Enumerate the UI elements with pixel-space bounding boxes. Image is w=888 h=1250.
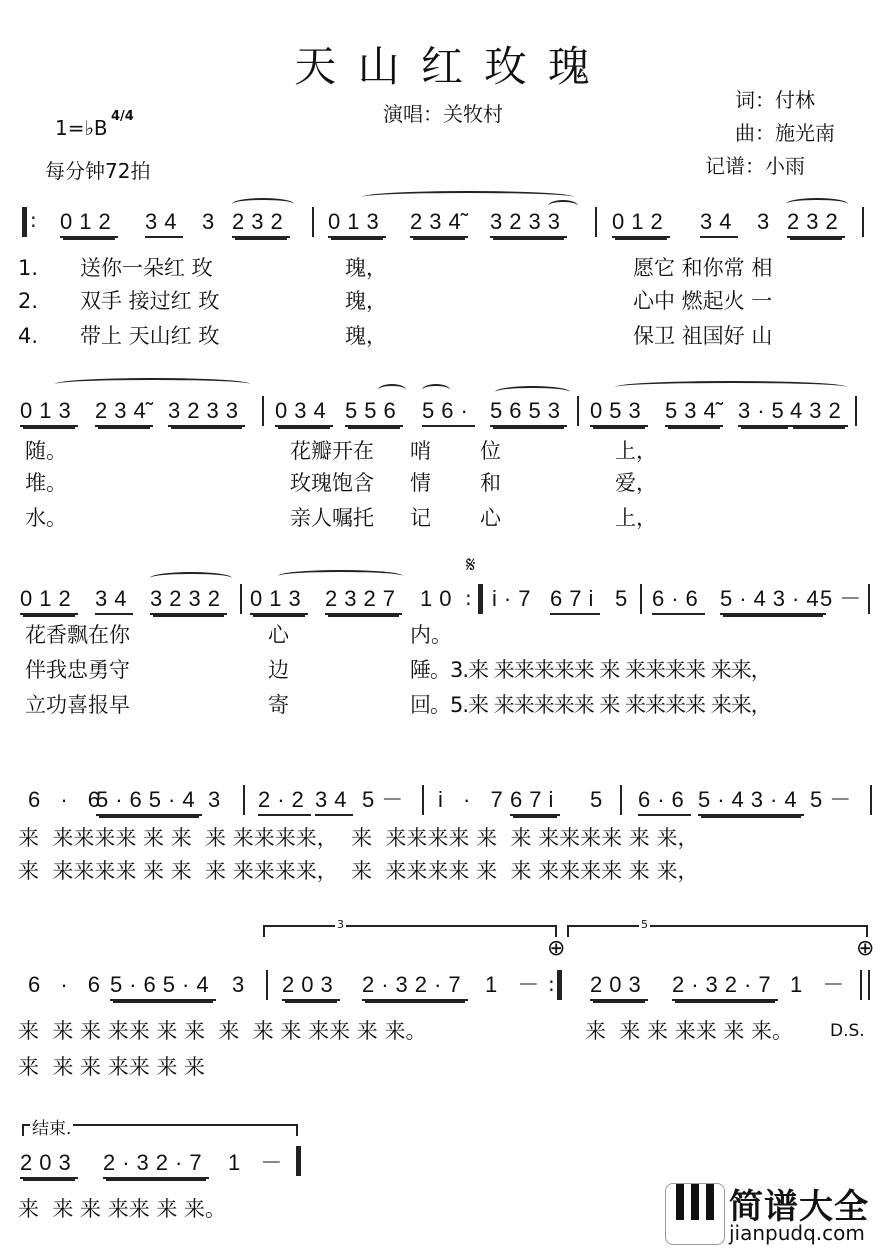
final-barline: [296, 1146, 301, 1176]
note-group: 012: [60, 209, 118, 238]
note-group: 6 · 6: [28, 787, 108, 812]
note-group: 053: [590, 398, 648, 427]
coda-icon: ⊕: [547, 936, 566, 961]
note-group: 34: [145, 209, 183, 238]
repeat-start-barline: [22, 207, 27, 237]
note-group: 34: [315, 787, 353, 816]
segno-icon: 𝄋: [466, 553, 476, 578]
note-group: i · 7: [438, 787, 510, 812]
note-group: 2·32·7: [672, 972, 778, 1001]
lyrics-final: 来 来 来 来来 来 来。: [18, 1197, 227, 1221]
note-group: 203: [282, 972, 340, 1001]
note-group: 2·2: [258, 787, 311, 816]
note-group: 5－: [362, 787, 411, 812]
note-group: 34: [95, 586, 133, 615]
time-signature: [111, 110, 134, 124]
note-group: 5: [590, 787, 610, 812]
slur: [422, 384, 450, 396]
note-group: 5·65·4: [96, 787, 202, 816]
note-group: 013: [328, 209, 386, 238]
time-signature-text: 4/4: [111, 109, 134, 124]
note-group: 10: [420, 586, 459, 611]
note-group: 6·6: [652, 586, 705, 615]
note-group: 5·43·4: [698, 787, 804, 816]
note-group: 034: [275, 398, 333, 427]
note-group: 203: [590, 972, 648, 1001]
note-group: 232: [787, 209, 845, 238]
note-group: 013: [250, 586, 308, 615]
note-group: 432: [790, 398, 848, 427]
note-group: 3: [232, 972, 252, 997]
piano-keys-icon: [665, 1183, 725, 1245]
note-group: 3·5: [738, 398, 791, 427]
sheet-music-page: 天 山 红 玫 瑰 演唱：关牧村 词：付林 曲：施光南 记谱：小雨 1=♭B 4/4 每分钟72拍 : 012 34 3 232 013 234̃ 3233 012 34 3 232 1. 送你一朵红 玫 瑰， 愿它 和你常 相 2. 双手 接过红 玫 瑰， 心中 燃起火 一 4. 带上 天山红 玫 瑰， 保卫 祖国好 山 013 234̃ 3233 034 556 56· 5653 053 534̃ 3·5 432 随。 花瓣开在 哨 位 上， 堆。 玫瑰饱含 情 和 爱， 水。 亲人嘱托 记 心 上， 𝄋 012 34 3232 013 2327 10 : i·7 67i 5 6·6 5·43·4 5－ 花香飘在你 心 内。 伴我忠勇守 边 陲。3.来 来来来来来 来 来来来来 来来， 立功喜报早 寄 回。5.来 来来来来来 来 来来来来 来来， 6 · 6 5·65·4 3 2·2 34 5－ i · 7 67i 5 6·6 5·43·4 5－ 来 来来来来 来 来 来 来来来来， 来 来来来来 来 来 来来来来 来 来， 来 来来来来 来 来 来 来来来来， 来 来来来来 来 来 来来来来 来 来， 3 5 ⊕ ⊕ 6 · 6 5·65·4 3 203 2·32·7 1 － : 203 2·32·7 1 － 来 来 来 来来 来 来 来 来 来 来来 来 来。 来 来 来 来来 来 来。 D.S. 来 来 来 来来 来 来 结束. 203 2·32·7 1 － 来 来 来 来来 来 来。 简谱大全 jianpudq.com: [0, 0, 888, 1250]
note-group: 3: [208, 787, 228, 812]
lyrics-verse-5: 来 来 来 来来 来 来: [18, 1055, 206, 1079]
slur: [278, 570, 403, 582]
lyrics-verse-3: 来 来来来来 来 来 来 来来来来， 来 来来来来 来 来 来来来来 来 来，: [18, 826, 699, 850]
note-group: 1 －: [228, 1150, 290, 1175]
note-group: 1 －: [485, 972, 547, 997]
composer: 曲：施光南: [735, 121, 835, 145]
lyrics-verse-5: 来 来来来来 来 来 来 来来来来， 来 来来来来 来 来 来来来来 来 来，: [18, 859, 699, 883]
repeat-end-barline: [478, 584, 483, 614]
slur: [615, 381, 847, 393]
dal-segno-mark: D.S.: [830, 1021, 865, 1041]
note-group: 232: [232, 209, 290, 238]
note-group: 012: [20, 586, 78, 615]
note-group: 3: [202, 209, 222, 234]
note-group: 534̃: [665, 398, 723, 427]
coda-icon: ⊕: [856, 936, 875, 961]
note-group: 013: [20, 398, 78, 427]
slur: [55, 378, 250, 390]
note-group: 3232: [150, 586, 227, 615]
note-group: 5653: [490, 398, 567, 427]
note-group: 6 · 6: [28, 972, 108, 997]
note-group: 3233: [168, 398, 245, 427]
note-group: 3: [757, 209, 777, 234]
volta-bracket-5: 5: [567, 925, 868, 937]
note-group: 5: [615, 586, 635, 611]
tempo: 每分钟72拍: [45, 159, 151, 183]
note-group: 5－: [820, 586, 869, 611]
lyricist: 词：付林: [735, 88, 815, 112]
slur: [150, 572, 232, 584]
note-group: 012: [612, 209, 670, 238]
note-group: 5·43·4: [720, 586, 826, 615]
slur: [362, 191, 574, 203]
note-group: 2·32·7: [362, 972, 468, 1001]
note-group: 2·32·7: [103, 1150, 209, 1179]
note-group: 5·65·4: [110, 972, 216, 1001]
lyrics-verse-3: 来 来 来 来来 来 来 来 来 来 来来 来 来。: [18, 1019, 427, 1043]
note-group: 556: [345, 398, 403, 427]
note-group: 67i: [550, 586, 600, 615]
note-group: 234̃: [95, 398, 153, 427]
note-group: 3233: [490, 209, 567, 238]
logo-url: jianpudq.com: [729, 1221, 865, 1245]
volta-bracket-3: 3: [263, 925, 557, 937]
note-group: 234̃: [410, 209, 468, 238]
note-group: 56·: [422, 398, 475, 427]
note-group: 67i: [510, 787, 560, 816]
transcriber: 记谱：小雨: [705, 154, 805, 178]
key-signature: 1=♭B: [55, 116, 108, 140]
slur: [495, 386, 570, 398]
note-group: i·7: [492, 586, 538, 611]
ending-bracket: 结束.: [22, 1124, 298, 1136]
lyrics-verse-5-ending: 来 来 来 来来 来 来。: [585, 1019, 794, 1043]
slur: [378, 384, 406, 396]
site-logo: [665, 1183, 885, 1245]
logo-text: 简谱大全: [729, 1187, 869, 1227]
song-title: 天 山 红 玫 瑰: [294, 42, 594, 91]
repeat-end-barline: [557, 970, 562, 1000]
note-group: 6·6: [638, 787, 691, 816]
note-group: 203: [20, 1150, 78, 1179]
singer: 演唱：关牧村: [383, 102, 503, 126]
note-group: 2327: [325, 586, 402, 615]
note-group: 5－: [810, 787, 859, 812]
note-group: 1 －: [790, 972, 852, 997]
note-group: 34: [700, 209, 738, 238]
